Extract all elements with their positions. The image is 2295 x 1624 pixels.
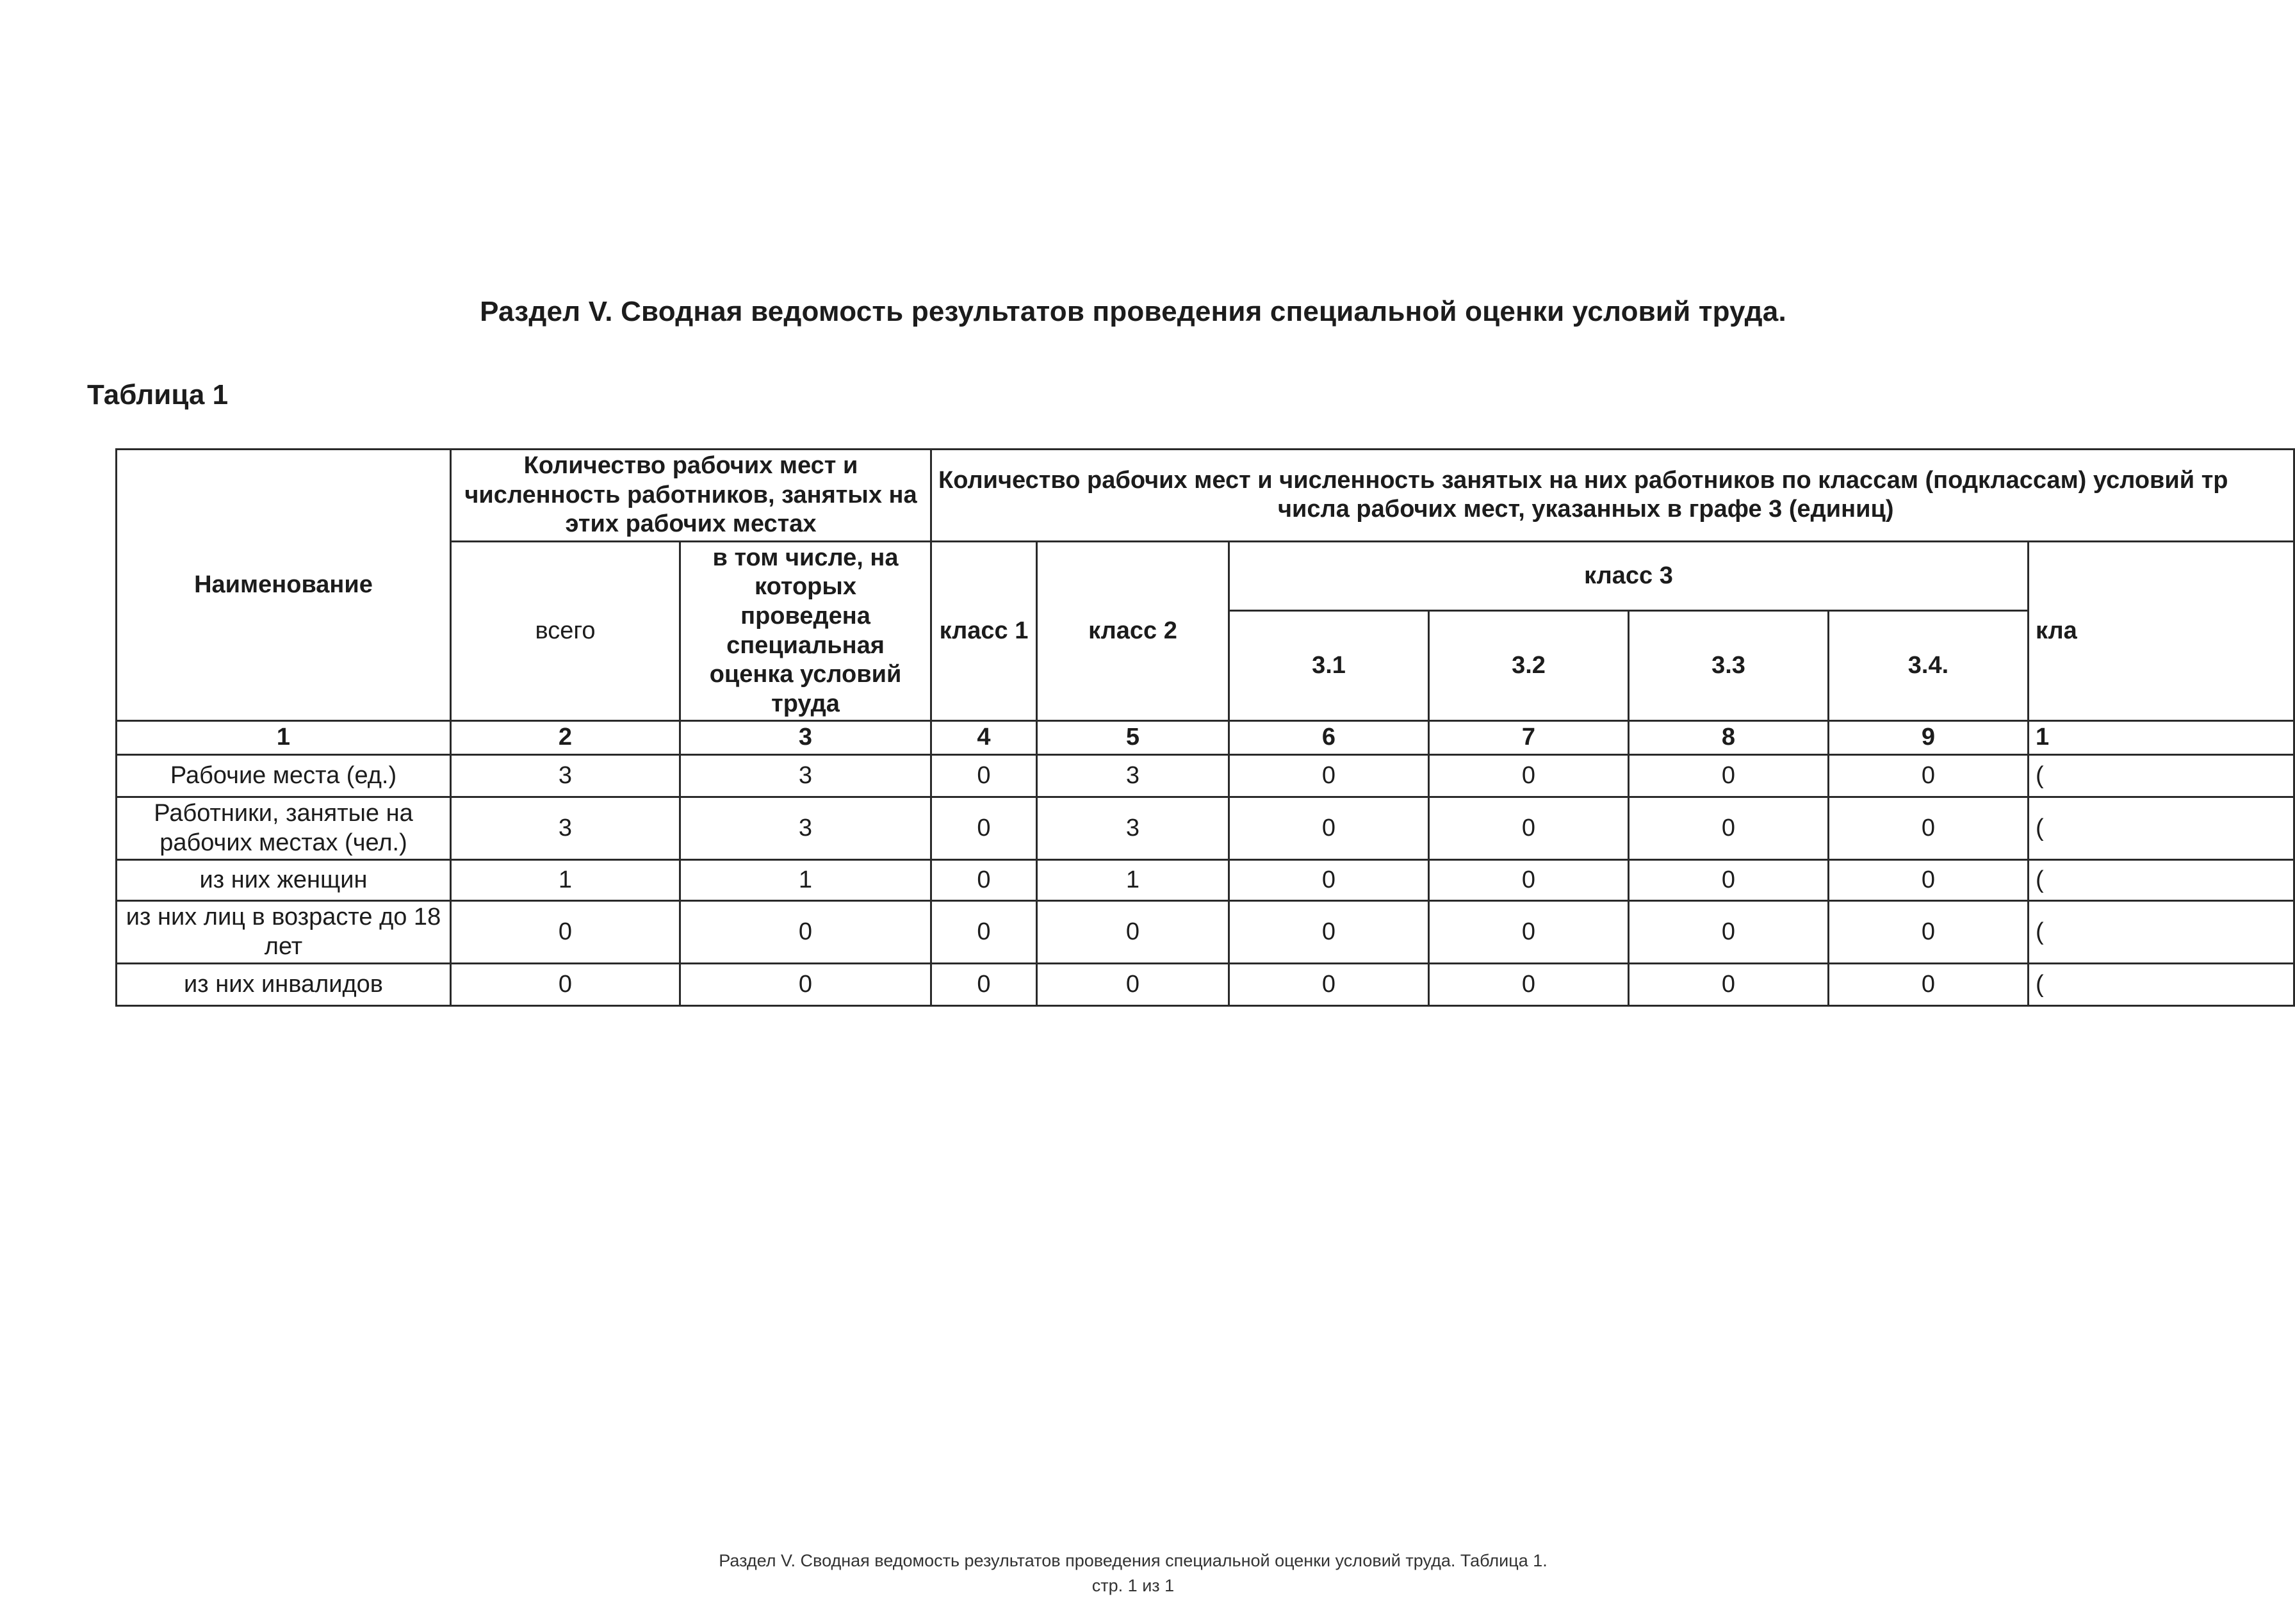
column-number: 8 [1629, 721, 1829, 755]
table-cell: 0 [1629, 797, 1829, 859]
table-cell: 0 [1829, 901, 2029, 964]
table-row [117, 754, 2294, 797]
table-cell: 0 [1429, 860, 1629, 901]
column-number: 9 [1829, 721, 2029, 755]
table-cell: 0 [1229, 754, 1429, 797]
table-cell: 0 [931, 797, 1037, 859]
table-cell: ( [2029, 754, 2294, 797]
table-cell: 0 [1229, 901, 1429, 964]
row-label: Работники, занятые на рабочих местах (чел.) [117, 797, 451, 859]
page-footer [0, 1548, 2266, 1598]
summary-table [115, 448, 2295, 1007]
table-cell: 3 [451, 797, 680, 859]
table-cell: 0 [931, 860, 1037, 901]
table-label: Таблица 1 [87, 379, 229, 410]
table-cell: 0 [1229, 797, 1429, 859]
row-label: из них инвалидов [117, 964, 451, 1006]
table-cell: 0 [680, 964, 931, 1006]
header-sub-3-2: 3.2 [1429, 611, 1629, 721]
row-label: Рабочие места (ед.) [117, 754, 451, 797]
table-cell: 0 [451, 901, 680, 964]
header-group-classes-line1: Количество рабочих мест и численность занятых на них работников по классам (подклассам) условий тр [938, 466, 2228, 494]
table-cell: 0 [1037, 964, 1229, 1006]
table-cell: 0 [1229, 860, 1429, 901]
table-cell: 3 [680, 754, 931, 797]
summary-table-container [115, 448, 2228, 998]
table-cell: 0 [680, 901, 931, 964]
table-cell: 0 [1829, 754, 2029, 797]
header-total: всего [451, 541, 680, 721]
header-class4-partial: кла [2029, 541, 2294, 721]
table-cell: 0 [1429, 964, 1629, 1006]
table-cell: 0 [1829, 964, 2029, 1006]
header-sub-3-4: 3.4. [1829, 611, 2029, 721]
column-number: 3 [680, 721, 931, 755]
header-assessed: в том числе, на которых проведена специальная оценка условий труда [680, 541, 931, 721]
table-cell: 0 [1429, 797, 1629, 859]
header-group-workplaces: Количество рабочих мест и численность работников, занятых на этих рабочих местах [451, 450, 931, 542]
table-row [117, 964, 2294, 1006]
table-cell: 0 [931, 964, 1037, 1006]
table-cell: 0 [1037, 901, 1229, 964]
table-cell: 0 [931, 901, 1037, 964]
table-cell: 0 [1829, 860, 2029, 901]
table-cell: 1 [451, 860, 680, 901]
table-cell: 3 [451, 754, 680, 797]
table-row [117, 901, 2294, 964]
page-number: стр. 1 из 1 [1091, 1576, 1175, 1596]
table-cell: 1 [680, 860, 931, 901]
table-cell: 0 [1629, 754, 1829, 797]
header-class2: класс 2 [1037, 541, 1229, 721]
table-cell: 3 [1037, 754, 1229, 797]
column-number: 7 [1429, 721, 1629, 755]
footer-caption: Раздел V. Сводная ведомость результатов проведения специальной оценки условий труда. Таблица 1. [719, 1551, 1548, 1570]
column-number-row [117, 721, 2294, 755]
column-number: 4 [931, 721, 1037, 755]
header-class3: класс 3 [1229, 541, 2029, 610]
table-cell: 3 [1037, 797, 1229, 859]
table-cell: 0 [1829, 797, 2029, 859]
row-label: из них женщин [117, 860, 451, 901]
header-sub-3-1: 3.1 [1229, 611, 1429, 721]
row-label: из них лиц в возрасте до 18 лет [117, 901, 451, 964]
table-cell: 0 [931, 754, 1037, 797]
header-class1: класс 1 [931, 541, 1037, 721]
table-cell: 3 [680, 797, 931, 859]
table-row [117, 860, 2294, 901]
column-number: 1 [2029, 721, 2294, 755]
table-cell: ( [2029, 901, 2294, 964]
column-number: 2 [451, 721, 680, 755]
header-sub-3-3: 3.3 [1629, 611, 1829, 721]
header-group-classes-line2: числа рабочих мест, указанных в графе 3 (единиц) [1278, 496, 1894, 523]
table-cell: 0 [1229, 964, 1429, 1006]
table-cell: ( [2029, 797, 2294, 859]
section-title: Раздел V. Сводная ведомость результатов проведения специальной оценки условий труда. [480, 296, 1786, 327]
table-row [117, 797, 2294, 859]
table-cell: 0 [1429, 901, 1629, 964]
column-number: 6 [1229, 721, 1429, 755]
header-name: Наименование [117, 450, 451, 721]
table-cell: ( [2029, 964, 2294, 1006]
table-cell: 0 [1629, 860, 1829, 901]
table-cell: 0 [1629, 901, 1829, 964]
table-cell: 0 [451, 964, 680, 1006]
column-number: 1 [117, 721, 451, 755]
table-cell: 0 [1429, 754, 1629, 797]
table-cell: ( [2029, 860, 2294, 901]
column-number: 5 [1037, 721, 1229, 755]
table-cell: 1 [1037, 860, 1229, 901]
table-cell: 0 [1629, 964, 1829, 1006]
header-group-classes [931, 450, 2294, 542]
